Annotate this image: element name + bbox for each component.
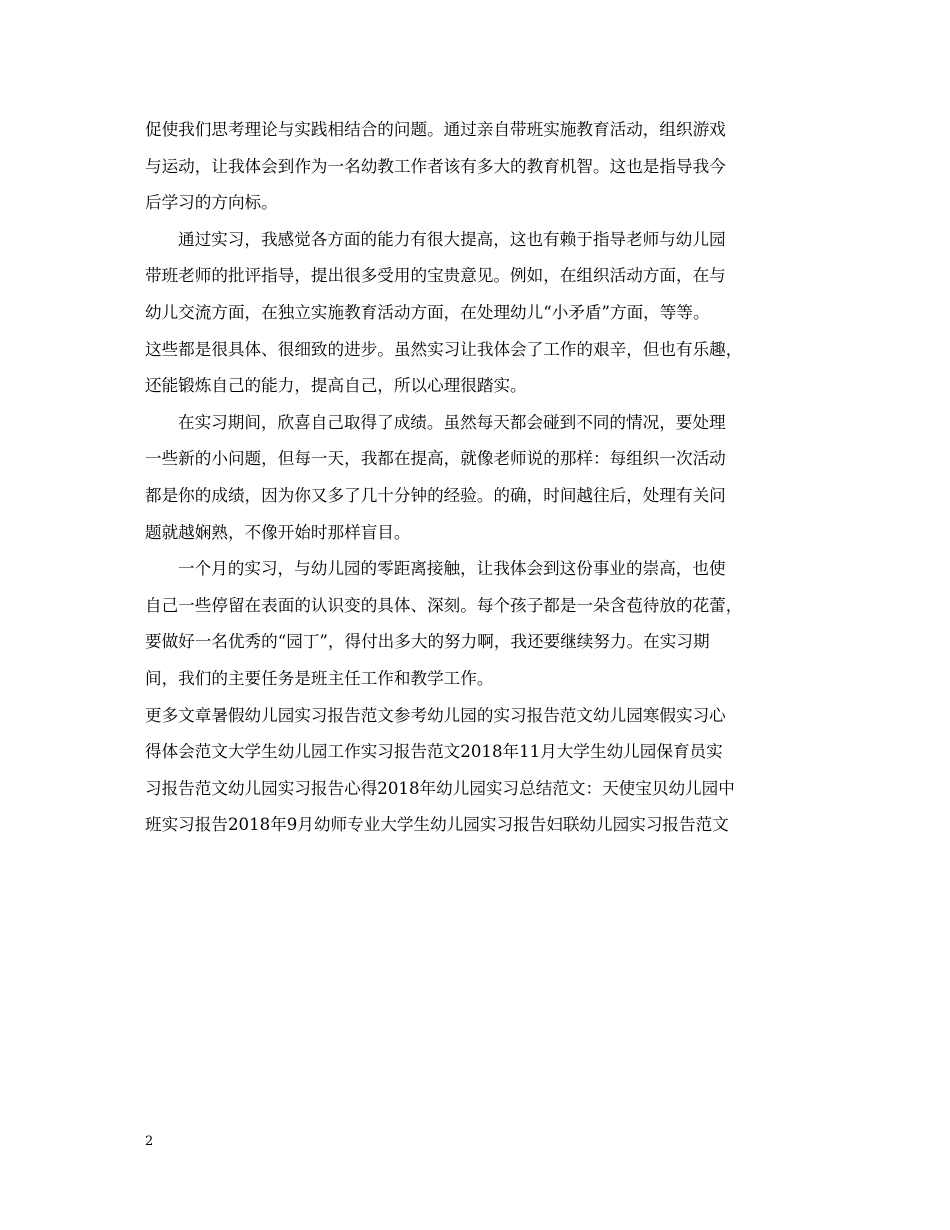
text-line: 这些都是很具体、很细致的进步。虽然实习让我体会了工作的艰辛，但也有乐趣， (145, 339, 743, 359)
body-text (145, 112, 810, 844)
text-line: 带班老师的批评指导，提出很多受用的宝贵意见。例如，在组织活动方面，在与 (145, 266, 726, 286)
text-line: 还能锻炼自己的能力，提高自己，所以心理很踏实。 (145, 376, 527, 396)
text-line: 自己一些停留在表面的认识变的具体、深刻。每个孩子都是一朵含苞待放的花蕾， (145, 595, 743, 615)
paragraph-first-line: 通过实习，我感觉各方面的能力有很大提高，这也有赖于指导老师与幼儿园 (178, 229, 726, 249)
text-line: 幼儿交流方面，在独立实施教育活动方面，在处理幼儿“小矛盾”方面，等等。 (145, 302, 710, 322)
text-line: 与运动，让我体会到作为一名幼教工作者该有多大的教育机智。这也是指导我今 (145, 156, 726, 176)
page-number: 2 (145, 1134, 154, 1149)
paragraph-first-line: 一个月的实习，与幼儿园的零距离接触，让我体会到这份事业的崇高，也使 (178, 559, 726, 579)
text-line: 要做好一名优秀的“园丁”，得付出多大的努力啊，我还要继续努力。在实习期 (145, 632, 710, 652)
paragraph-first-line: 在实习期间，欣喜自己取得了成绩。虽然每天都会碰到不同的情况，要处理 (178, 412, 726, 432)
text-line: 后学习的方向标。 (145, 193, 278, 213)
text-line: 一些新的小问题，但每一天，我都在提高，就像老师说的那样：每组织一次活动 (145, 449, 726, 469)
text-line: 间，我们的主要任务是班主任工作和教学工作。 (145, 668, 494, 688)
related-articles-line: 班实习报告2018年9月幼师专业大学生幼儿园实习报告妇联幼儿园实习报告范文 (145, 815, 729, 835)
text-line: 都是你的成绩，因为你又多了几十分钟的经验。的确，时间越往后，处理有关问 (145, 485, 726, 505)
related-articles-line: 得体会范文大学生幼儿园工作实习报告范文2018年11月大学生幼儿园保育员实 (145, 742, 723, 762)
text-line: 题就越娴熟，不像开始时那样盲目。 (145, 522, 411, 542)
related-articles-line: 更多文章暑假幼儿园实习报告范文参考幼儿园的实习报告范文幼儿园寒假实习心 (145, 705, 726, 725)
related-articles-line: 习报告范文幼儿园实习报告心得2018年幼儿园实习总结范文：天使宝贝幼儿园中 (145, 778, 735, 798)
text-line: 促使我们思考理论与实践相结合的问题。通过亲自带班实施教育活动，组织游戏 (145, 120, 726, 139)
